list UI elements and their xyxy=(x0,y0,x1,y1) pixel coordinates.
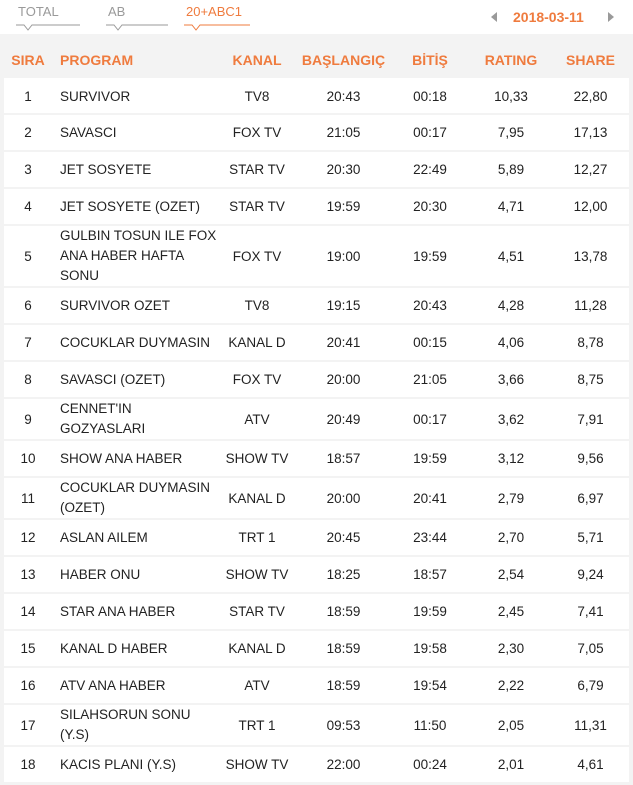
table-row xyxy=(4,556,629,593)
tab-ab-label: AB xyxy=(108,4,126,19)
cell-share: 12,00 xyxy=(552,188,629,225)
header-sira[interactable]: SIRA xyxy=(4,42,52,79)
cell-sira: 13 xyxy=(4,556,52,593)
tab-ab[interactable] xyxy=(108,4,166,26)
cell-program: CENNET'IN GOZYASLARI xyxy=(52,398,217,440)
cell-share: 11,31 xyxy=(552,704,629,746)
tab-underline-active xyxy=(184,24,250,32)
cell-sira: 4 xyxy=(4,188,52,225)
cell-baslangic: 18:59 xyxy=(297,667,390,704)
cell-share: 9,56 xyxy=(552,440,629,477)
cell-program: JET SOSYETE (OZET) xyxy=(52,188,217,225)
cell-rating: 2,05 xyxy=(470,704,552,746)
table-row xyxy=(4,746,629,783)
tab-20-abc1[interactable] xyxy=(186,4,248,26)
cell-sira: 16 xyxy=(4,667,52,704)
cell-baslangic: 20:45 xyxy=(297,519,390,556)
cell-kanal: FOX TV xyxy=(217,361,297,398)
cell-rating: 4,51 xyxy=(470,225,552,287)
header-program[interactable]: PROGRAM xyxy=(52,42,217,79)
cell-kanal: STAR TV xyxy=(217,151,297,188)
cell-baslangic: 18:59 xyxy=(297,630,390,667)
cell-baslangic: 20:00 xyxy=(297,477,390,519)
cell-rating: 3,62 xyxy=(470,398,552,440)
date-navigator xyxy=(483,9,633,29)
cell-program: COCUKLAR DUYMASIN (OZET) xyxy=(52,477,217,519)
cell-bitis: 23:44 xyxy=(390,519,470,556)
table-row xyxy=(4,704,629,746)
cell-kanal: STAR TV xyxy=(217,188,297,225)
cell-bitis: 18:57 xyxy=(390,556,470,593)
cell-bitis: 19:59 xyxy=(390,440,470,477)
cell-share: 6,79 xyxy=(552,667,629,704)
cell-baslangic: 18:59 xyxy=(297,593,390,630)
cell-share: 7,05 xyxy=(552,630,629,667)
cell-program: ASLAN AILEM xyxy=(52,519,217,556)
cell-bitis: 22:49 xyxy=(390,151,470,188)
cell-share: 7,91 xyxy=(552,398,629,440)
cell-baslangic: 09:53 xyxy=(297,704,390,746)
header-rating[interactable]: RATING xyxy=(470,42,552,79)
cell-baslangic: 18:57 xyxy=(297,440,390,477)
table-row xyxy=(4,477,629,519)
cell-share: 8,78 xyxy=(552,324,629,361)
cell-share: 13,78 xyxy=(552,225,629,287)
cell-program: SURVIVOR OZET xyxy=(52,287,217,324)
table-row xyxy=(4,79,629,114)
table-row xyxy=(4,361,629,398)
cell-kanal: TRT 1 xyxy=(217,704,297,746)
next-date-arrow-icon[interactable] xyxy=(608,12,614,22)
cell-bitis: 19:59 xyxy=(390,593,470,630)
cell-kanal: ATV xyxy=(217,398,297,440)
cell-program: STAR ANA HABER xyxy=(52,593,217,630)
header-share[interactable]: SHARE xyxy=(552,42,629,79)
cell-program: HABER ONU xyxy=(52,556,217,593)
filter-bar xyxy=(0,0,633,34)
cell-rating: 2,54 xyxy=(470,556,552,593)
cell-share: 5,71 xyxy=(552,519,629,556)
cell-baslangic: 20:49 xyxy=(297,398,390,440)
cell-rating: 2,45 xyxy=(470,593,552,630)
cell-kanal: FOX TV xyxy=(217,114,297,151)
cell-rating: 7,95 xyxy=(470,114,552,151)
cell-rating: 4,71 xyxy=(470,188,552,225)
table-row xyxy=(4,114,629,151)
cell-share: 8,75 xyxy=(552,361,629,398)
cell-baslangic: 19:59 xyxy=(297,188,390,225)
cell-baslangic: 18:25 xyxy=(297,556,390,593)
cell-baslangic: 20:00 xyxy=(297,361,390,398)
table-row xyxy=(4,287,629,324)
cell-sira: 9 xyxy=(4,398,52,440)
cell-share: 4,61 xyxy=(552,746,629,783)
cell-kanal: ATV xyxy=(217,667,297,704)
table-row xyxy=(4,188,629,225)
cell-share: 9,24 xyxy=(552,556,629,593)
cell-sira: 8 xyxy=(4,361,52,398)
cell-kanal: FOX TV xyxy=(217,225,297,287)
cell-bitis: 21:05 xyxy=(390,361,470,398)
cell-sira: 3 xyxy=(4,151,52,188)
tab-total[interactable] xyxy=(18,4,78,26)
cell-share: 6,97 xyxy=(552,477,629,519)
cell-sira: 17 xyxy=(4,704,52,746)
cell-rating: 4,28 xyxy=(470,287,552,324)
cell-program: SURVIVOR xyxy=(52,79,217,114)
cell-program: SILAHSORUN SONU (Y.S) xyxy=(52,704,217,746)
table-row xyxy=(4,440,629,477)
cell-program: KACIS PLANI (Y.S) xyxy=(52,746,217,783)
cell-rating: 4,06 xyxy=(470,324,552,361)
header-baslangic[interactable]: BAŞLANGIÇ xyxy=(297,42,390,79)
cell-baslangic: 19:00 xyxy=(297,225,390,287)
cell-bitis: 20:30 xyxy=(390,188,470,225)
cell-bitis: 00:24 xyxy=(390,746,470,783)
cell-bitis: 11:50 xyxy=(390,704,470,746)
tab-20-abc1-label: 20+ABC1 xyxy=(186,4,243,19)
tab-underline xyxy=(16,24,80,32)
cell-sira: 14 xyxy=(4,593,52,630)
cell-rating: 2,01 xyxy=(470,746,552,783)
cell-sira: 18 xyxy=(4,746,52,783)
cell-program: SAVASCI xyxy=(52,114,217,151)
cell-bitis: 00:17 xyxy=(390,398,470,440)
cell-program: COCUKLAR DUYMASIN xyxy=(52,324,217,361)
table-row xyxy=(4,593,629,630)
cell-program: JET SOSYETE xyxy=(52,151,217,188)
cell-share: 22,80 xyxy=(552,79,629,114)
cell-sira: 12 xyxy=(4,519,52,556)
ratings-table xyxy=(4,42,629,784)
cell-share: 7,41 xyxy=(552,593,629,630)
cell-bitis: 20:41 xyxy=(390,477,470,519)
cell-sira: 15 xyxy=(4,630,52,667)
cell-program: GULBIN TOSUN ILE FOX ANA HABER HAFTA SONU xyxy=(52,225,217,287)
previous-date-arrow-icon[interactable] xyxy=(491,12,497,22)
cell-baslangic: 19:15 xyxy=(297,287,390,324)
cell-bitis: 00:17 xyxy=(390,114,470,151)
cell-kanal: SHOW TV xyxy=(217,746,297,783)
cell-share: 12,27 xyxy=(552,151,629,188)
table-row xyxy=(4,519,629,556)
cell-kanal: SHOW TV xyxy=(217,440,297,477)
tab-underline xyxy=(106,24,168,32)
cell-bitis: 19:59 xyxy=(390,225,470,287)
cell-kanal: TV8 xyxy=(217,79,297,114)
ratings-table-container xyxy=(4,42,629,784)
cell-rating: 2,22 xyxy=(470,667,552,704)
cell-rating: 2,79 xyxy=(470,477,552,519)
table-row xyxy=(4,324,629,361)
cell-baslangic: 20:43 xyxy=(297,79,390,114)
header-bitis[interactable]: BİTİŞ xyxy=(390,42,470,79)
cell-sira: 11 xyxy=(4,477,52,519)
cell-sira: 2 xyxy=(4,114,52,151)
header-kanal[interactable]: KANAL xyxy=(217,42,297,79)
table-row xyxy=(4,151,629,188)
cell-kanal: KANAL D xyxy=(217,324,297,361)
cell-bitis: 00:15 xyxy=(390,324,470,361)
table-row xyxy=(4,630,629,667)
cell-kanal: SHOW TV xyxy=(217,556,297,593)
cell-program: ATV ANA HABER xyxy=(52,667,217,704)
cell-baslangic: 20:30 xyxy=(297,151,390,188)
cell-program: KANAL D HABER xyxy=(52,630,217,667)
cell-baslangic: 21:05 xyxy=(297,114,390,151)
table-row xyxy=(4,225,629,287)
cell-kanal: KANAL D xyxy=(217,477,297,519)
table-header-row xyxy=(4,42,629,79)
tab-total-label: TOTAL xyxy=(18,4,59,19)
table-body xyxy=(4,79,629,783)
cell-sira: 6 xyxy=(4,287,52,324)
cell-sira: 10 xyxy=(4,440,52,477)
cell-rating: 3,12 xyxy=(470,440,552,477)
cell-program: SAVASCI (OZET) xyxy=(52,361,217,398)
cell-bitis: 00:18 xyxy=(390,79,470,114)
cell-rating: 5,89 xyxy=(470,151,552,188)
cell-sira: 1 xyxy=(4,79,52,114)
cell-kanal: KANAL D xyxy=(217,630,297,667)
cell-bitis: 20:43 xyxy=(390,287,470,324)
cell-share: 17,13 xyxy=(552,114,629,151)
selected-date: 2018-03-11 xyxy=(513,9,584,25)
cell-baslangic: 20:41 xyxy=(297,324,390,361)
cell-kanal: TV8 xyxy=(217,287,297,324)
cell-rating: 10,33 xyxy=(470,79,552,114)
cell-share: 11,28 xyxy=(552,287,629,324)
cell-sira: 5 xyxy=(4,225,52,287)
cell-bitis: 19:54 xyxy=(390,667,470,704)
cell-bitis: 19:58 xyxy=(390,630,470,667)
table-row xyxy=(4,667,629,704)
table-row xyxy=(4,398,629,440)
cell-program: SHOW ANA HABER xyxy=(52,440,217,477)
cell-kanal: TRT 1 xyxy=(217,519,297,556)
cell-baslangic: 22:00 xyxy=(297,746,390,783)
cell-kanal: STAR TV xyxy=(217,593,297,630)
cell-rating: 2,70 xyxy=(470,519,552,556)
cell-rating: 3,66 xyxy=(470,361,552,398)
cell-sira: 7 xyxy=(4,324,52,361)
cell-rating: 2,30 xyxy=(470,630,552,667)
